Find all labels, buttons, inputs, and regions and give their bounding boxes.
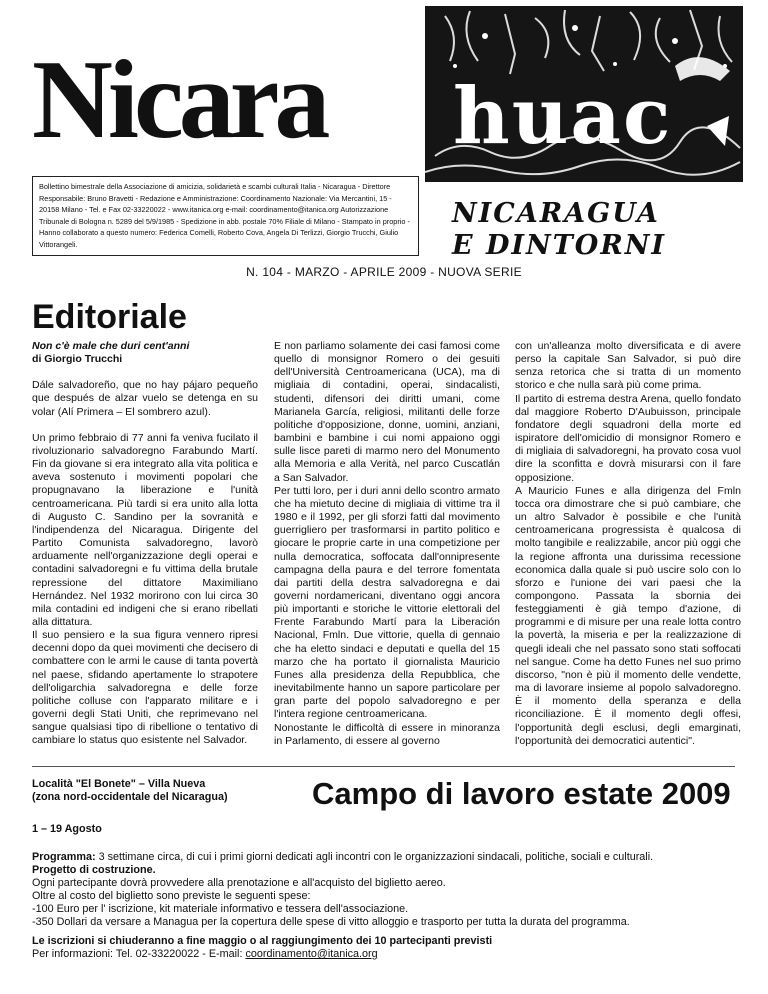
masthead-tagline xyxy=(452,198,666,262)
editorial-title: Editoriale xyxy=(32,298,187,336)
campo-location xyxy=(32,778,228,804)
editorial-column-3 xyxy=(515,340,741,748)
info-prefix: Per informazioni: Tel. 02-33220022 - E-mail: xyxy=(32,948,246,960)
editorial-author: di Giorgio Trucchi xyxy=(32,353,123,366)
program-line: Oltre al costo del biglietto sono previste le seguenti spese: xyxy=(32,890,311,902)
publication-info-box: Bollettino bimestrale della Associazione di amicizia, solidarietà e scambi culturali Italia - Nicaragua - Direttore Responsabile: Bruno Bravetti - Redazione e Amministrazione: Coordinamento Nazionale: Via Mercantini, 15 - 20158 Milano - Tel. e Fax 02-33220022 - www.itanica.org e-mail: coordinamento@itanica.org Autorizzazione Tribunale di Bologna n. 5289 del 5/9/1985 - Spedizione in abb. postale 70% Filiale di Milano - Stampato in proprio - Hanno collaborato a questo numero: Federica Comelli, Roberto Cova, Angela Di Terlizzi, Giorgio Trucchi, Giulio Vittorangeli. xyxy=(32,176,419,256)
editorial-kicker: Non c'è male che duri cent'anni xyxy=(32,340,190,352)
editorial-column-1 xyxy=(32,340,258,748)
campo-notice xyxy=(32,935,492,961)
editorial-paragraph: con un'alleanza molto diversificata e di avere perso la capitale San Salvador, si può dire senza retorica che si tratta di un momento storico e che nulla sarà più come prima. xyxy=(515,340,741,392)
editorial-paragraph: Nonostante le difficoltà di essere in minoranza in Parlamento, di essere al governo xyxy=(274,721,500,747)
tagline-line-1: NICARAGUA xyxy=(452,198,660,229)
editorial-paragraph: A Mauricio Funes e alla dirigenza del Fmln tocca ora dimostrare che si può cambiare, che un altro Salvador è possibile e che l'unità centroamericana progressista è qualcosa di molto tangibile e realizzabile, ancor più oggi che la regione affronta una durissima recessione economica dalla quale si può uscire solo con lo sforzo e l'unione dei vari paesi che la compongono. Passata la sbornia dei festeggiamenti è già tempo d'azione, di programmi e di misure per una reale lotta contro la povertà, la miseria e per la realizzazione di quegli ideali che nel passato sono stati soffocati nel sangue. Come ha detto Funes nel suo primo discorso, "non è più il momento delle vendette, ma di lavorare insieme al popolo salvadoregno. È il momento della speranza e della riconciliazione. È il momento degli offesi, l'opportunità degli esclusi, degli emarginati, l'opportunità dei democratici autentici". xyxy=(515,484,741,747)
editorial-quote: Dále salvadoreño, que no hay pájaro pequeño que después de alzar vuelo se detenga en su volar (Alí Primera – El sombrero azul). xyxy=(32,379,258,418)
editorial-column-2 xyxy=(274,340,500,748)
tagline-line-2: E DINTORNI xyxy=(452,230,667,261)
issue-line: N. 104 - MARZO - APRILE 2009 - NUOVA SERIE xyxy=(246,265,522,279)
masthead-logo-woodcut-text: huac xyxy=(453,71,673,162)
campo-dates: 1 – 19 Agosto xyxy=(32,823,102,835)
masthead-woodcut-logo xyxy=(425,6,743,182)
campo-location-line-1: Località "El Bonete" – Villa Nueva xyxy=(32,778,206,790)
email-link[interactable]: coordinamento@itanica.org xyxy=(245,948,378,960)
section-divider xyxy=(32,766,735,767)
campo-location-line-2: (zona nord-occidentale del Nicaragua) xyxy=(32,791,228,803)
campo-program xyxy=(32,851,742,929)
registration-notice: Le iscrizioni si chiuderanno a fine maggio o al raggiungimento dei 10 partecipanti previsti xyxy=(32,935,493,947)
editorial-paragraph: E non parliamo solamente dei casi famosi come quello di monsignor Romero o dei gesuiti dell'Università Centroamericana (UCA), ma di migliaia di contadini, operai, sindacalisti, studenti, difensori dei diritti umani, come Marianela García, religiosi, militanti delle forze politiche d'opposizione, donne, uomini, anziani, bambini e bambine i cui nomi appaiono oggi sulle lisce pareti di marmo nero del Monumento alla Memoria e alla Verità, nel parco Cuscatlán a San Salvador. xyxy=(274,340,500,484)
program-line: -350 Dollari da versare a Managua per la copertura delle spese di vitto alloggio e trasporto per tutta la durata del programma. xyxy=(32,916,630,928)
program-text: 3 settimane circa, di cui i primi giorni dedicati agli incontri con le organizzazioni sindacali, politiche, sociali e culturali. xyxy=(95,851,654,863)
editorial-paragraph: Il suo pensiero e la sua figura vennero ripresi decenni dopo da quei movimenti che decisero di combattere con le armi le cause di tanta povertà nel paese, sfidando apertamente lo strapotere dell'oligarchia salvadoregna e delle forze politiche colluse con l'apparato militare e i governi degli Stati Uniti, che reprimevano nel sangue qualsiasi tipo di ribellione o tentativo di cambiare lo status quo esistente nel Salvador. xyxy=(32,629,258,747)
editorial-paragraph: Il partito di estrema destra Arena, quello fondato dal maggiore Roberto D'Aubuisson, principale fondatore degli squadroni della morte ed ispiratore dell'omicidio di monsignor Romero e di migliaia di salvadoregni, ha provato cosa vuol dire la sconfitta e dovrà misurarsi con il fare opposizione. xyxy=(515,392,741,484)
program-line: Ogni partecipante dovrà provvedere alla prenotazione e all'acquisto del biglietto aereo. xyxy=(32,877,446,889)
program-line: -100 Euro per l' iscrizione, kit materiale informativo e tessera dell'associazione. xyxy=(32,903,409,915)
program-project: Progetto di costruzione. xyxy=(32,864,156,876)
masthead-logo-text: Nicara xyxy=(32,38,326,162)
program-label: Programma: xyxy=(32,851,96,863)
editorial-paragraph: Per tutti loro, per i duri anni dello scontro armato che ha mietuto decine di migliaia di vittime tra il 1980 e il 1992, per gli sforzi fatti dal movimento guerrigliero per trasformarsi in partito politico e giocare le proprie carte in una competizione per nulla democratica, soffocata dall'onnipresente campagna della paura e del terrore fomentata dai partiti della destra salvadoregna e dai governi nordamericani, diventano oggi ancora più importanti e storiche le vittorie elettorali del Frente Farabundo Martí para la Liberación Nacional, Fmln. Due vittorie, quella di gennaio che ha eletto sindaci e deputati e quella del 15 marzo che ha portato il giornalista Mauricio Funes alla presidenza della Repubblica, che inevitabilmente hanno un sapore particolare per gran parte del popolo salvadoregno e per l'intera regione centroamericana. xyxy=(274,484,500,721)
editorial-paragraph: Un primo febbraio di 77 anni fa veniva fucilato il rivoluzionario salvadoregno Farabundo Martí. Fin da giovane si era integrato alla vita politica e aveva sostenuto i movimenti popolari che propugnavano la liberazione e l'unità centroamericana. Più tardi si era unito alla lotta di Augusto C. Sandino per la sovranità e l'indipendenza del Nicaragua. Dirigente del Partito Comunista salvadoregno, lavorò arduamente nell'organizzazione degli operai e contadini salvadoregni e fu vittima della brutale repressione del dittatore Maximiliano Hernández. Nel 1932 morirono con lui circa 30 mila contadini ed indigeni che si erano ribellati alla dittatura. xyxy=(32,431,258,628)
campo-title: Campo di lavoro estate 2009 xyxy=(312,776,731,811)
